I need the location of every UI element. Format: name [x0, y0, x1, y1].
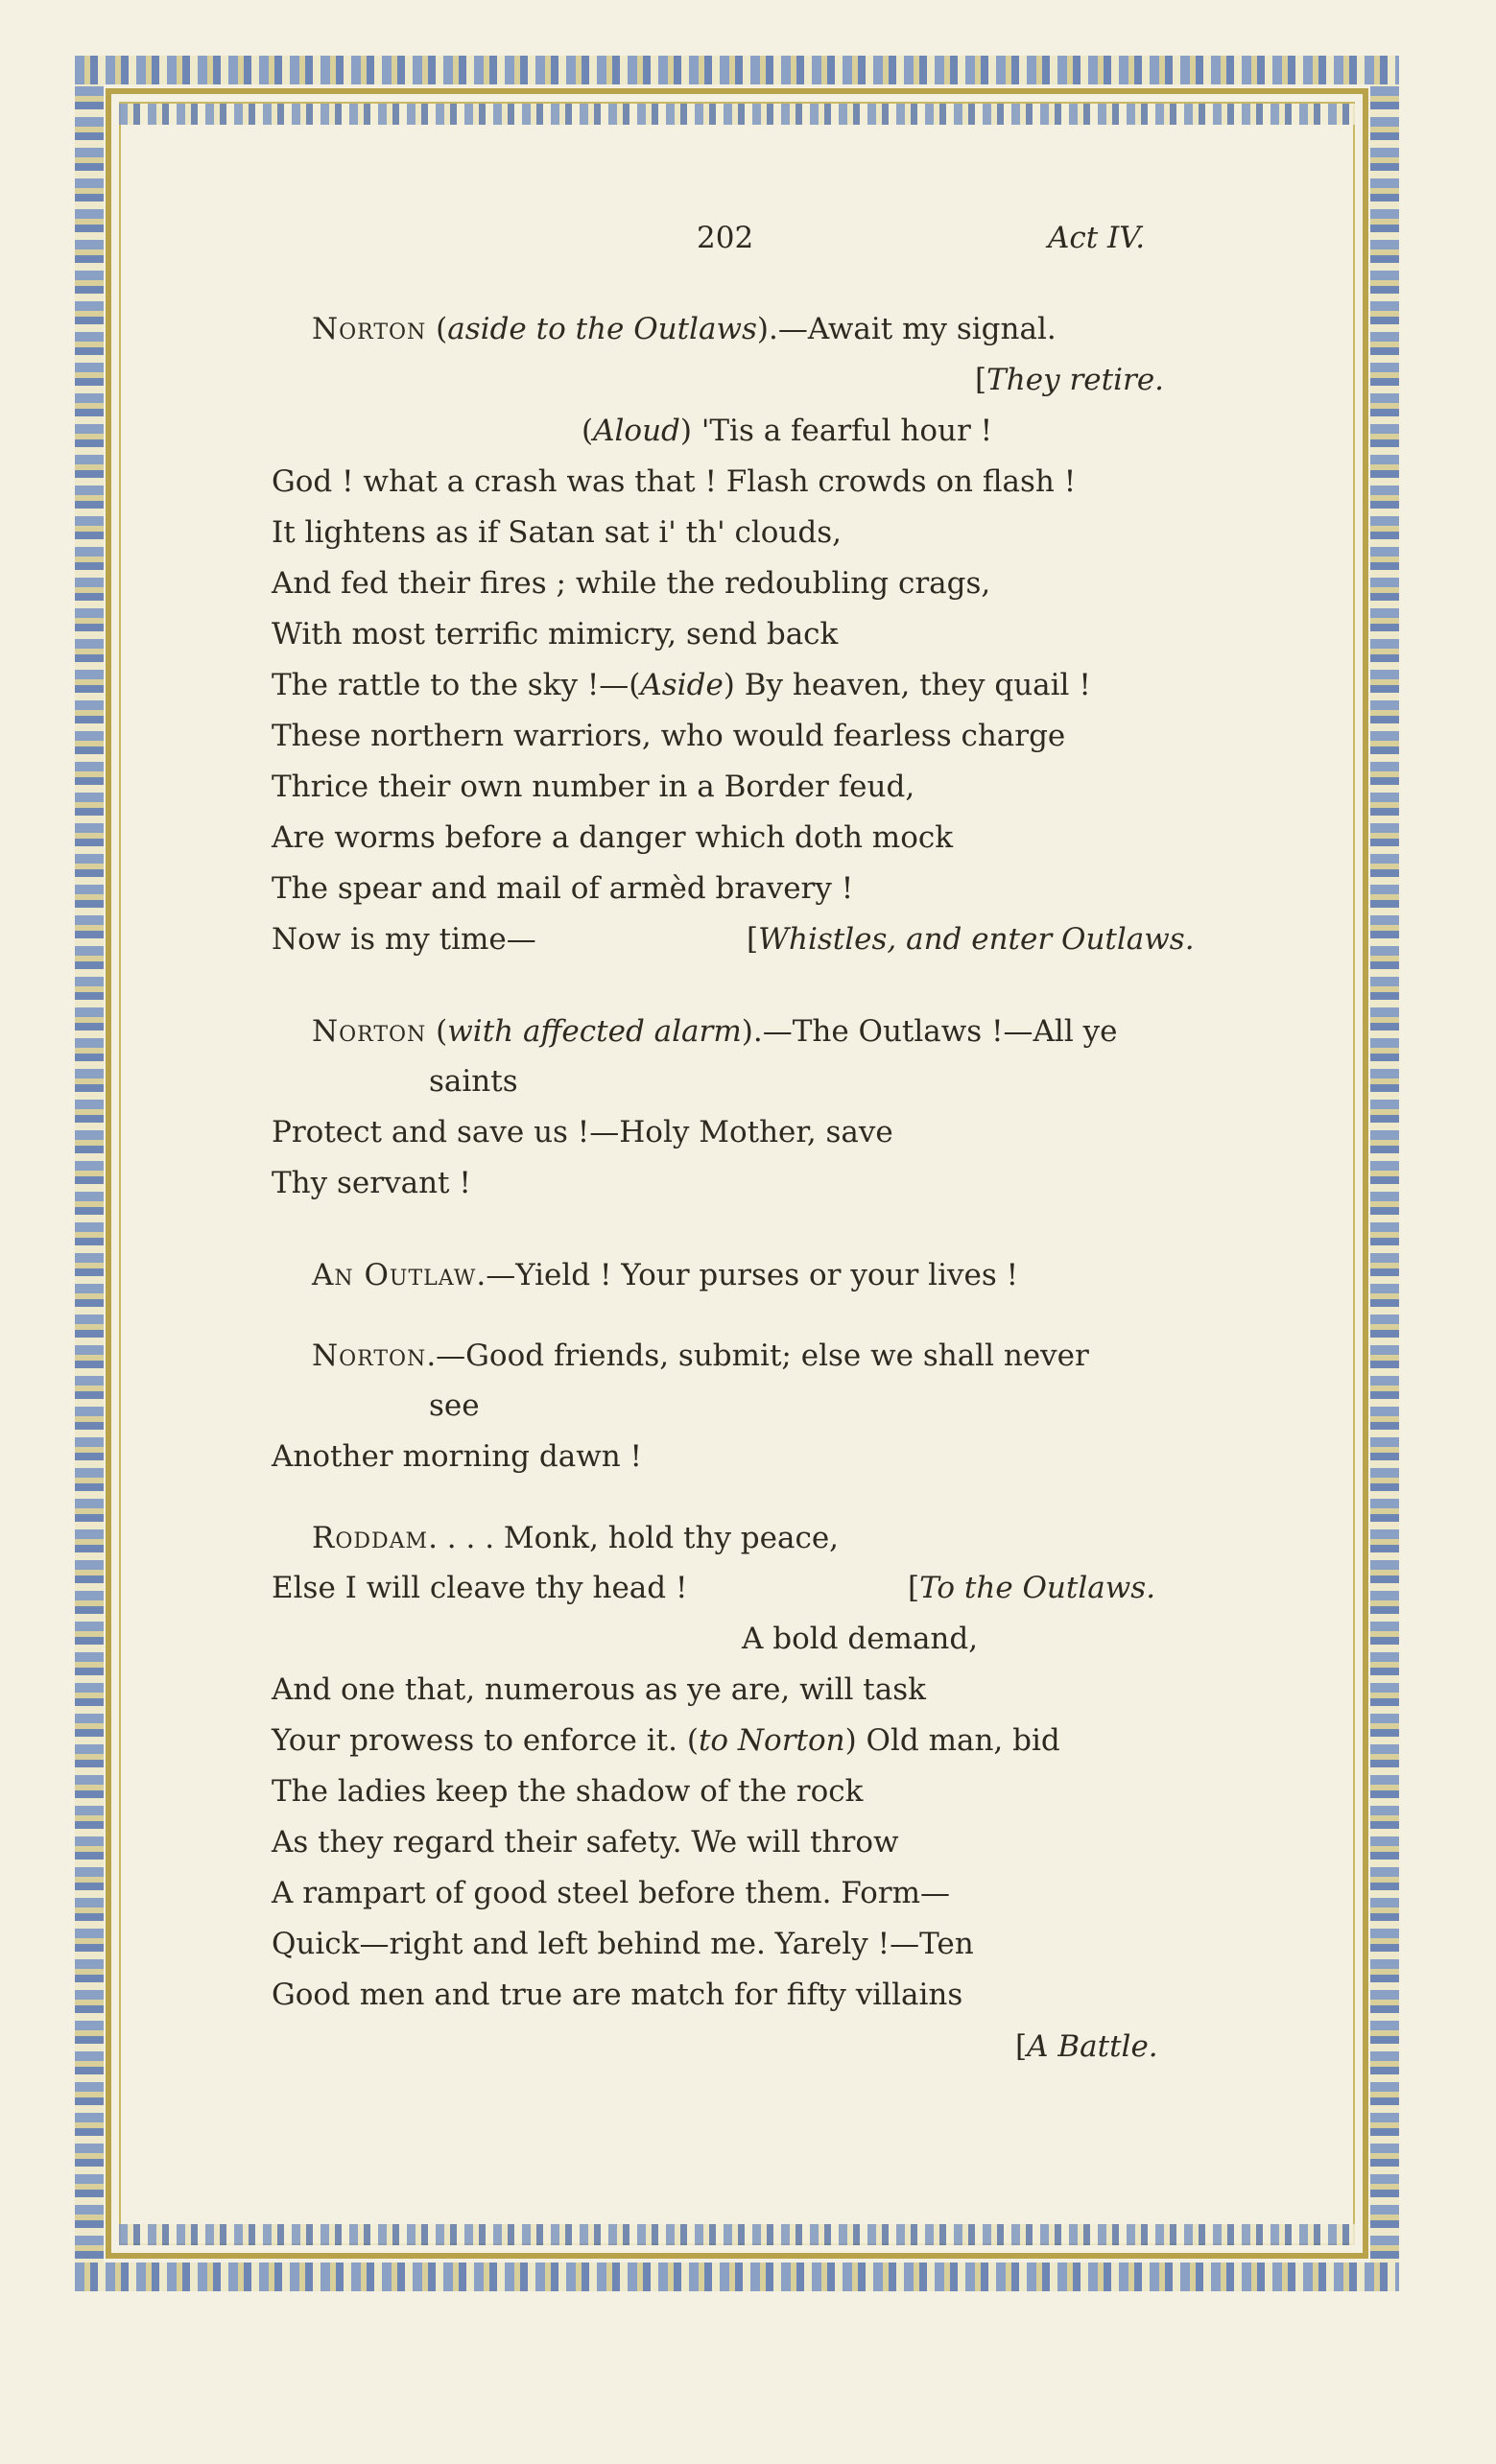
text-line: The ladies keep the shadow of the rock [272, 1774, 864, 1809]
text-line: These northern warriors, who would fearless charge [272, 719, 1066, 753]
text-line: Thy servant ! [272, 1166, 471, 1200]
act-label: Act IV. [1048, 221, 1146, 255]
text-line: An Outlaw.—Yield ! Your purses or your lives ! [312, 1258, 1019, 1292]
text-line: It lightens as if Satan sat i' th' clouds, [272, 515, 842, 550]
text-line: Norton (with affected alarm).—The Outlaws !—All ye [312, 1014, 1118, 1049]
speaker-name: Roddam [312, 1521, 429, 1555]
text-line: Another morning dawn ! [272, 1439, 643, 1474]
stage-direction: [A Battle. [1015, 2029, 1158, 2064]
text-line: Now is my time— [272, 922, 536, 957]
ornamental-band-top [119, 104, 1355, 125]
page-number: 202 [697, 221, 754, 255]
stage-direction: [To the Outlaws. [908, 1571, 1156, 1605]
speaker-name: Norton [312, 312, 427, 346]
text-line: With most terrific mimicry, send back [272, 617, 839, 652]
text-line: Protect and save us !—Holy Mother, save [272, 1115, 893, 1149]
text-line: Norton (aside to the Outlaws).—Await my signal. [312, 312, 1057, 346]
text-line: The rattle to the sky !—(Aside) By heaven, they quail ! [272, 668, 1091, 702]
text-line: A rampart of good steel before them. Form— [272, 1876, 950, 1910]
page-header [0, 221, 1496, 269]
text-line: see [429, 1388, 480, 1423]
text-line: As they regard their safety. We will throw [272, 1825, 899, 1860]
text-line: Are worms before a danger which doth mock [272, 820, 954, 855]
text-line: God ! what a crash was that ! Flash crowds on flash ! [272, 464, 1077, 499]
speaker-name: Norton [312, 1339, 427, 1373]
text-line: Good men and true are match for fifty villains [272, 1978, 963, 2012]
text-line: saints [429, 1064, 518, 1099]
text-line: Thrice their own number in a Border feud, [272, 770, 915, 804]
text-line: Your prowess to enforce it. (to Norton) Old man, bid [272, 1723, 1060, 1758]
speaker-name: An Outlaw [312, 1258, 477, 1292]
ornamental-band-bottom [119, 2224, 1355, 2245]
stage-direction: [They retire. [975, 363, 1165, 397]
text-line: Roddam. . . . Monk, hold thy peace, [312, 1521, 840, 1555]
speaker-name: Norton [312, 1014, 427, 1049]
text-line: And fed their fires ; while the redoubling crags, [272, 566, 991, 601]
text-line: The spear and mail of armèd bravery ! [272, 871, 854, 906]
text-line: A bold demand, [742, 1622, 979, 1656]
text-line: And one that, numerous as ye are, will task [272, 1672, 926, 1707]
text-line: Norton.—Good friends, submit; else we shall never [312, 1339, 1089, 1373]
stage-direction: [Whistles, and enter Outlaws. [747, 922, 1195, 957]
text-line: Quick—right and left behind me. Yarely !—Ten [272, 1927, 974, 1961]
text-line: (Aloud) 'Tis a fearful hour ! [582, 414, 993, 448]
text-line: Else I will cleave thy head ! [272, 1571, 688, 1605]
